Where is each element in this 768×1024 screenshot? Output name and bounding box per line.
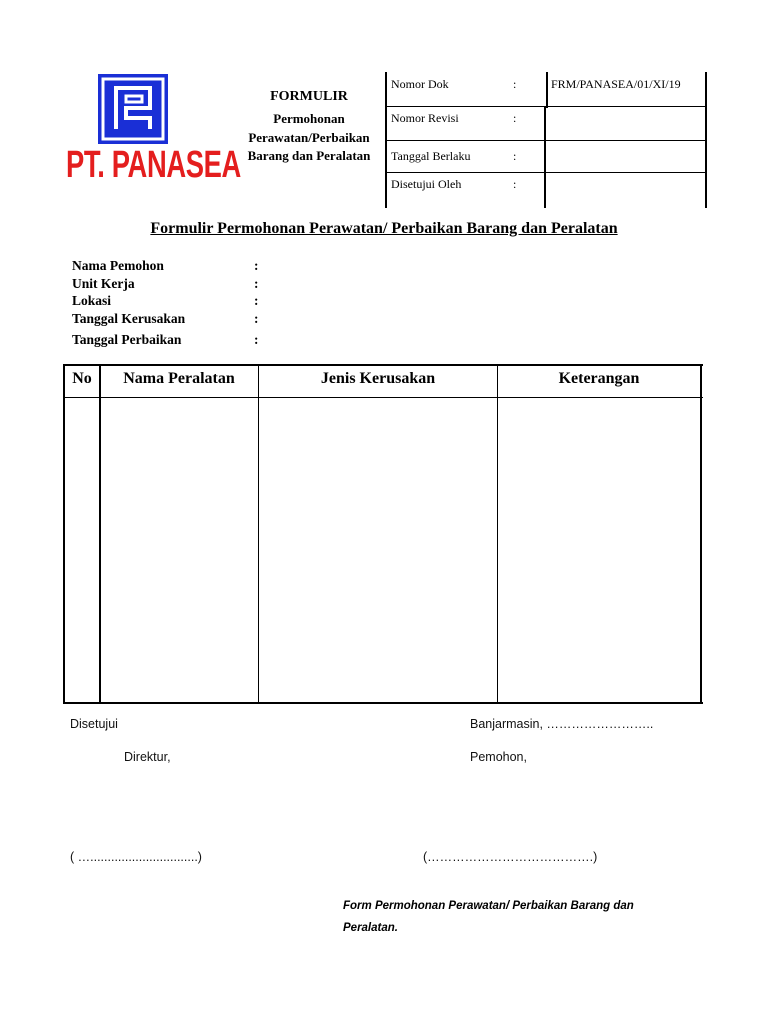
applicant-label: Pemohon, — [470, 750, 527, 764]
revision-colon: : — [513, 111, 517, 125]
document-info-table — [385, 72, 708, 208]
col-notes: Keterangan — [558, 370, 640, 387]
damage-date-colon: : — [254, 311, 259, 326]
company-name: PT. PANASEA — [66, 144, 241, 186]
director-signature-line: ( …...............................) — [70, 850, 202, 864]
location-label: Lokasi — [72, 293, 112, 308]
form-heading: FORMULIR — [270, 89, 348, 104]
repair-date-label: Tanggal Perbaikan — [72, 332, 182, 347]
logo-icon — [98, 74, 168, 144]
approved-by-label: Disetujui Oleh — [391, 177, 462, 191]
effective-date-label: Tanggal Berlaku — [391, 149, 471, 163]
applicant-name-label: Nama Pemohon — [72, 258, 164, 273]
doc-number-colon: : — [513, 77, 517, 91]
work-unit-label: Unit Kerja — [72, 276, 135, 291]
repair-date-colon: : — [254, 332, 259, 347]
doc-number-value: FRM/PANASEA/01/XI/19 — [551, 77, 681, 91]
director-label: Direktur, — [124, 750, 171, 764]
applicant-name-colon: : — [254, 258, 259, 273]
effective-date-colon: : — [513, 149, 517, 163]
doc-number-label: Nomor Dok — [391, 77, 449, 91]
equipment-table — [63, 364, 703, 704]
damage-date-label: Tanggal Kerusakan — [72, 311, 186, 326]
applicant-signature-line: (………………………………….) — [423, 850, 598, 864]
approved-label: Disetujui — [70, 717, 118, 731]
place-date: Banjarmasin, …………………….. — [470, 717, 654, 731]
approved-by-colon: : — [513, 177, 517, 191]
col-damage-type: Jenis Kerusakan — [320, 370, 436, 387]
form-subheading: Permohonan Perawatan/Perbaikan Barang dan Peralatan — [247, 111, 371, 163]
col-no: No — [72, 370, 92, 387]
company-logo — [98, 74, 168, 144]
location-colon: : — [254, 293, 259, 308]
work-unit-colon: : — [254, 276, 259, 291]
col-equipment-name: Nama Peralatan — [123, 370, 235, 387]
form-title: Formulir Permohonan Perawatan/ Perbaikan Barang dan Peralatan — [150, 220, 618, 237]
revision-label: Nomor Revisi — [391, 111, 459, 125]
footer-note: Form Permohonan Perawatan/ Perbaikan Barang dan Peralatan. — [343, 900, 634, 934]
